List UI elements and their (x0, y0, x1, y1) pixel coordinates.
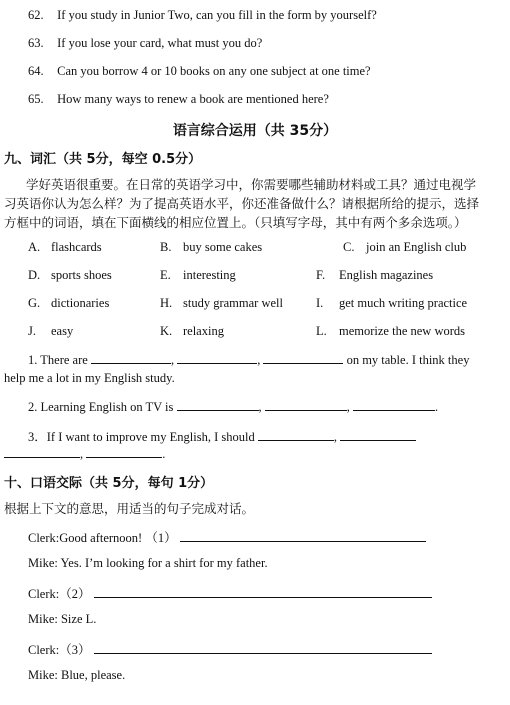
option-letter: A. (28, 240, 41, 254)
answer-blank[interactable] (86, 446, 162, 458)
option-text: easy (51, 324, 74, 338)
option-h (160, 296, 283, 311)
option-letter: F. (316, 268, 326, 282)
dialogue-line-5 (28, 640, 432, 658)
answer-blank[interactable] (263, 352, 343, 364)
speaker-label: Mike: (28, 556, 58, 570)
question-64 (28, 64, 371, 79)
option-text: dictionaries (51, 296, 110, 310)
answer-blank[interactable] (353, 399, 435, 411)
question-number: 65. (28, 92, 44, 106)
answer-blank[interactable] (4, 446, 80, 458)
vocab-intro-line-2: 习英语你认为怎么样？为了提高英语水平，你还准备做什么？请根据所给的提示，选择 (4, 196, 480, 211)
option-letter: K. (160, 324, 173, 338)
sentence-2: 2. Learning English on TV is , , . (28, 400, 439, 414)
option-letter: C. (343, 240, 355, 254)
dialogue-text: （2） (59, 587, 91, 601)
speaker-label: Clerk: (28, 531, 60, 545)
dialogue-line-6 (28, 668, 125, 683)
answer-blank[interactable] (177, 352, 257, 364)
option-letter: G. (28, 296, 41, 310)
dialogue-instruction: 根据上下文的意思，用适当的句子完成对话。 (4, 501, 255, 516)
answer-blank[interactable] (258, 429, 334, 441)
sentence-3-continuation: , . (4, 446, 165, 462)
option-text: study grammar well (183, 296, 283, 310)
option-l (316, 324, 465, 339)
dialogue-text: Blue, please. (60, 668, 126, 682)
option-b (160, 240, 262, 255)
sentence-1-suffix: on my table. I think they (346, 353, 470, 367)
option-text: relaxing (183, 324, 224, 338)
speaker-label: Mike: (28, 668, 58, 682)
option-letter: J. (28, 324, 36, 338)
sentence-2-prefix: 2. Learning English on TV is (28, 400, 174, 414)
dialogue-line-4 (28, 612, 96, 627)
option-f (316, 268, 433, 283)
dialogue-section-heading: 十、口语交际（共 5分，每句 1分） (4, 476, 214, 491)
option-text: join an English club (366, 240, 467, 254)
option-a (28, 240, 102, 255)
option-i (316, 296, 467, 311)
question-number: 64. (28, 64, 44, 78)
question-text: If you study in Junior Two, can you fill in the form by yourself? (57, 8, 377, 22)
answer-blank[interactable] (180, 530, 426, 542)
option-text: memorize the new words (339, 324, 466, 338)
question-number: 62. (28, 8, 44, 22)
dialogue-line-1 (28, 528, 426, 546)
question-63 (28, 36, 262, 51)
option-letter: L. (316, 324, 327, 338)
option-j (28, 324, 73, 339)
option-d (28, 268, 112, 283)
question-65 (28, 92, 329, 107)
option-c (343, 240, 466, 255)
dialogue-line-2 (28, 556, 268, 571)
part-title: 语言综合运用（共 35分） (172, 123, 338, 139)
vocab-section-heading: 九、词汇（共 5分，每空 0.5分） (4, 152, 202, 167)
sentence-3-prefix: 3．If I want to improve my English, I should (28, 430, 255, 444)
option-letter: B. (160, 240, 172, 254)
dialogue-text: Size L. (60, 612, 97, 626)
dialogue-text: Good afternoon! （1） (59, 531, 177, 545)
option-g (28, 296, 109, 311)
question-text: How many ways to renew a book are mentioned here? (57, 92, 329, 106)
option-k (160, 324, 224, 339)
speaker-label: Clerk: (28, 643, 60, 657)
sentence-3: 3．If I want to improve my English, I should , (28, 427, 416, 445)
answer-blank[interactable] (94, 642, 432, 654)
question-text: If you lose your card, what must you do? (57, 36, 263, 50)
dialogue-text: （3） (59, 643, 91, 657)
answer-blank[interactable] (177, 399, 259, 411)
option-text: buy some cakes (183, 240, 263, 254)
option-letter: D. (28, 268, 41, 282)
answer-blank[interactable] (91, 352, 171, 364)
answer-blank[interactable] (340, 429, 416, 441)
option-text: get much writing practice (339, 296, 468, 310)
sentence-1: 1. There are , , on my table. I think they (28, 353, 470, 367)
vocab-intro-line-1: 学好英语很重要。在日常的英语学习中，你需要哪些辅助材料或工具？通过电视学 (26, 177, 477, 192)
speaker-label: Clerk: (28, 587, 60, 601)
sentence-1-continuation: help me a lot in my English study. (4, 371, 175, 385)
option-text: flashcards (51, 240, 102, 254)
option-letter: I. (316, 296, 324, 310)
dialogue-text: Yes. I’m looking for a shirt for my father. (60, 556, 268, 570)
option-letter: E. (160, 268, 171, 282)
dialogue-line-3 (28, 584, 432, 602)
question-62 (28, 8, 377, 23)
sentence-1-prefix: 1. There are (28, 353, 88, 367)
vocab-intro-line-3: 方框中的词语，填在下面横线的相应位置上。（只填写字母，其中有两个多余选项。） (4, 215, 467, 230)
option-text: English magazines (339, 268, 434, 282)
option-e (160, 268, 236, 283)
answer-blank[interactable] (265, 399, 347, 411)
option-letter: H. (160, 296, 173, 310)
option-text: sports shoes (51, 268, 112, 282)
answer-blank[interactable] (94, 586, 432, 598)
option-text: interesting (183, 268, 236, 282)
question-number: 63. (28, 36, 44, 50)
speaker-label: Mike: (28, 612, 58, 626)
question-text: Can you borrow 4 or 10 books on any one subject at one time? (57, 64, 371, 78)
